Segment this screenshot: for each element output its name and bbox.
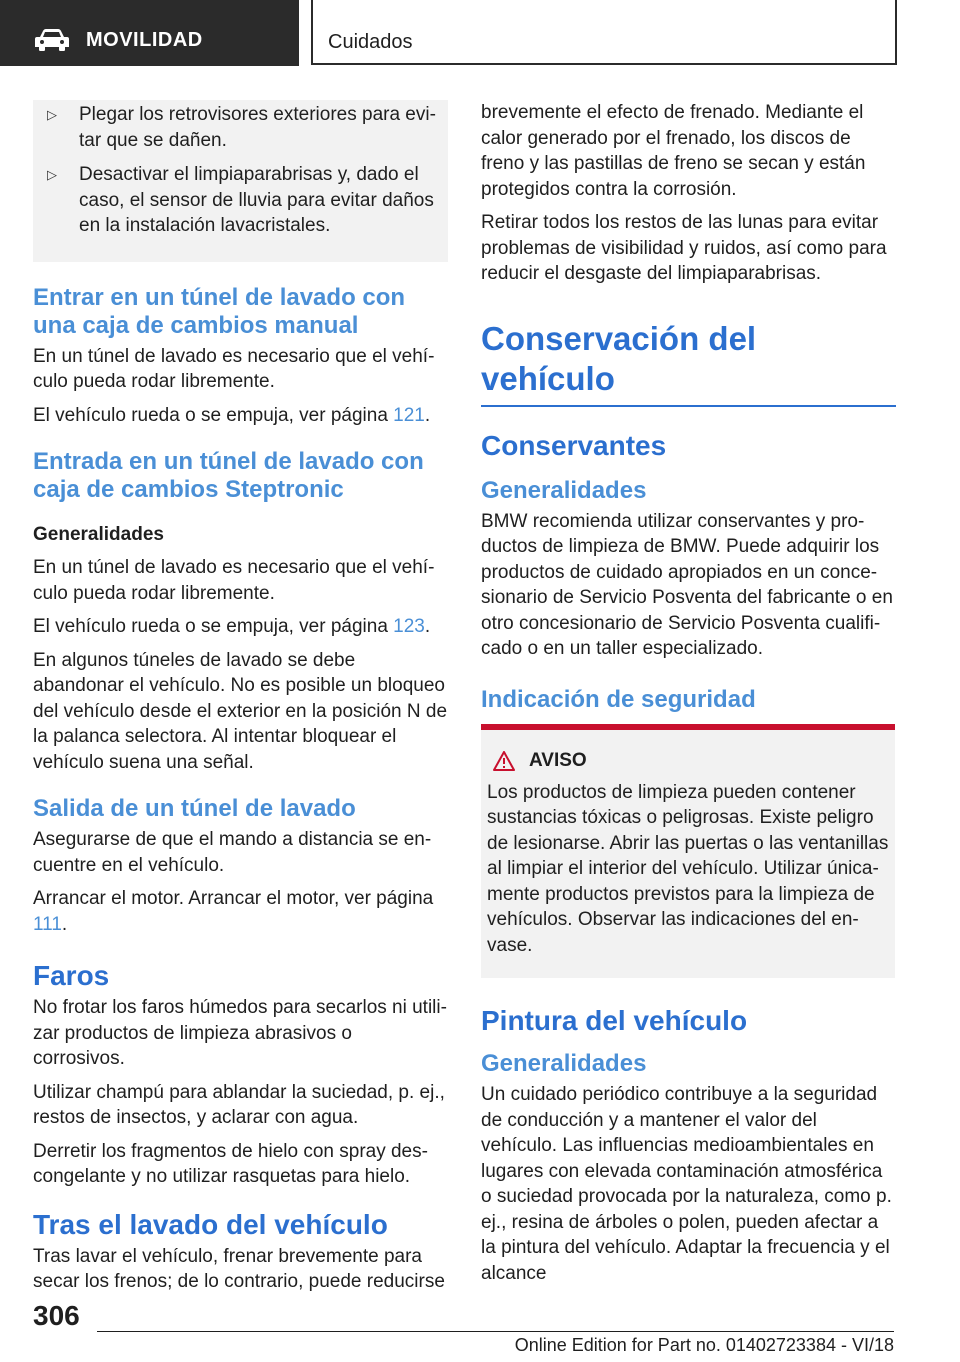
paragraph: Arrancar el motor. Arrancar el motor, ver página 111. [33,888,434,935]
paragraph: En algunos túneles de lavado se debe abandonar el vehículo. No es posible un bloqueo del vehículo desde el exterior en la posición N de la palanca selectora. Al intentar bloquear el vehículo suena una señal. [33,649,448,773]
paragraph: En un túnel de lavado es necesario que el vehículo pueda rodar libremente. [33,345,435,392]
paragraph: Retirar todos los restos de las lunas para evitar problemas de visibilidad y ruidos, así como para reducir el desgaste del limpiaparabrisas. [481,212,887,284]
paragraph: brevemente el efecto de frenado. Mediante el calor generado por el frenado, los discos de freno y las pastillas de freno se secan y están protegidos contra la corrosión. [481,102,866,200]
paragraph: Tras lavar el vehículo, frenar brevemente para secar los frenos; de lo contrario, puede reducirse [33,1245,445,1292]
header-tab-movilidad[interactable] [0,0,299,66]
footer-edition-text: Online Edition for Part no. 01402723384 - VI/18 [514,1335,894,1355]
bullet-text: Plegar los retrovisores exteriores para evitar que se dañen. [79,104,436,151]
warning-triangle-icon [493,751,515,771]
bullet-text: Desactivar el limpiaparabrisas y, dado el caso, el sensor de lluvia para evitar daños en la instalación lavacristales. [79,164,434,236]
page-link-123[interactable]: 123 [393,616,425,637]
car-icon [34,28,70,52]
subheading-generalidades: Generalidades [481,1050,647,1077]
paragraph: Un cuidado periódico contribuye a la seguridad de conducción y a mantener el valor del vehículo. Las influencias medioambientales en lugares con elevada contaminación atmosférica o suciedad provocada por la naturaleza, como p. ej., resina de árboles o polen, pueden afectar a la pintura del vehículo. Adaptar la frecuencia y el alcance [481,1084,892,1284]
heading-conservantes: Conservantes [481,429,667,461]
bullet-item [43,102,438,153]
heading-manual-gearbox: Entrar en un túnel de lavado con una caja de cambios manual [33,283,406,339]
heading-after-wash: Tras el lavado del vehículo [33,1208,388,1240]
footer-divider [97,1331,894,1332]
heading-exit-car-wash: Salida de un túnel de lavado [33,795,356,822]
heading-faros: Faros [33,960,110,991]
page-link-111[interactable]: 111 [33,913,62,935]
warning-text: Los productos de limpieza pueden contener sustancias tóxicas o peligrosas. Existe peligro de lesionarse. Abrir las puertas o las ventanillas al limpiar el interior del vehículo. Utilizar únicamente productos previstos para la limpieza de vehículos. Observar las indicaciones del envase. [487,781,889,956]
paragraph: El vehículo rueda o se empuja, ver página 123. [33,616,431,637]
triangle-bullet-icon: ▷ [47,167,57,182]
heading-paint: Pintura del vehículo [481,1005,748,1036]
bullet-list-box [33,100,448,262]
right-column [481,100,896,1294]
warning-label: AVISO [529,749,587,771]
header-section-box [311,0,897,65]
subheading-generalidades: Generalidades [481,476,647,504]
page-number: 306 [33,1300,80,1331]
section-title: Cuidados [328,31,413,53]
paragraph: Derretir los fragmentos de hielo con spray descongelante y no utilizar rasquetas para hielo. [33,1140,428,1187]
bullet-item [43,162,438,239]
heading-steptronic: Entrada en un túnel de lavado con caja de cambios Steptronic [33,448,424,503]
warning-box [481,724,895,979]
triangle-bullet-icon: ▷ [47,107,57,122]
chapter-title: Conservación del vehículo [481,319,896,407]
paragraph: BMW recomienda utilizar conservantes y productos de limpieza de BMW. Puede adquirir los productos de cuidado apropiados en un concesionario de Servicio Posventa del fabricante o en otro concesionario de Servicio Posventa cualificado o en un taller especializado. [481,510,893,659]
warning-title [487,750,889,772]
heading-safety-note: Indicación de seguridad [481,685,756,713]
header-tab-label: MOVILIDAD [86,29,203,51]
paragraph: No frotar los faros húmedos para secarlos ni utilizar productos de limpieza abrasivos o corrosivos. [33,997,447,1069]
paragraph: Utilizar champú para ablandar la suciedad, p. ej., restos de insectos, y aclarar con agua. [33,1081,445,1128]
page-link-121[interactable]: 121 [393,404,425,426]
paragraph: En un túnel de lavado es necesario que el vehículo pueda rodar libremente. [33,557,435,604]
left-column [33,100,448,1303]
subheading-generalidades: Generalidades [33,524,164,545]
paragraph: El vehículo rueda o se empuja, ver página 121. [33,404,431,426]
paragraph: Asegurarse de que el mando a distancia se encuentre en el vehículo. [33,829,432,876]
